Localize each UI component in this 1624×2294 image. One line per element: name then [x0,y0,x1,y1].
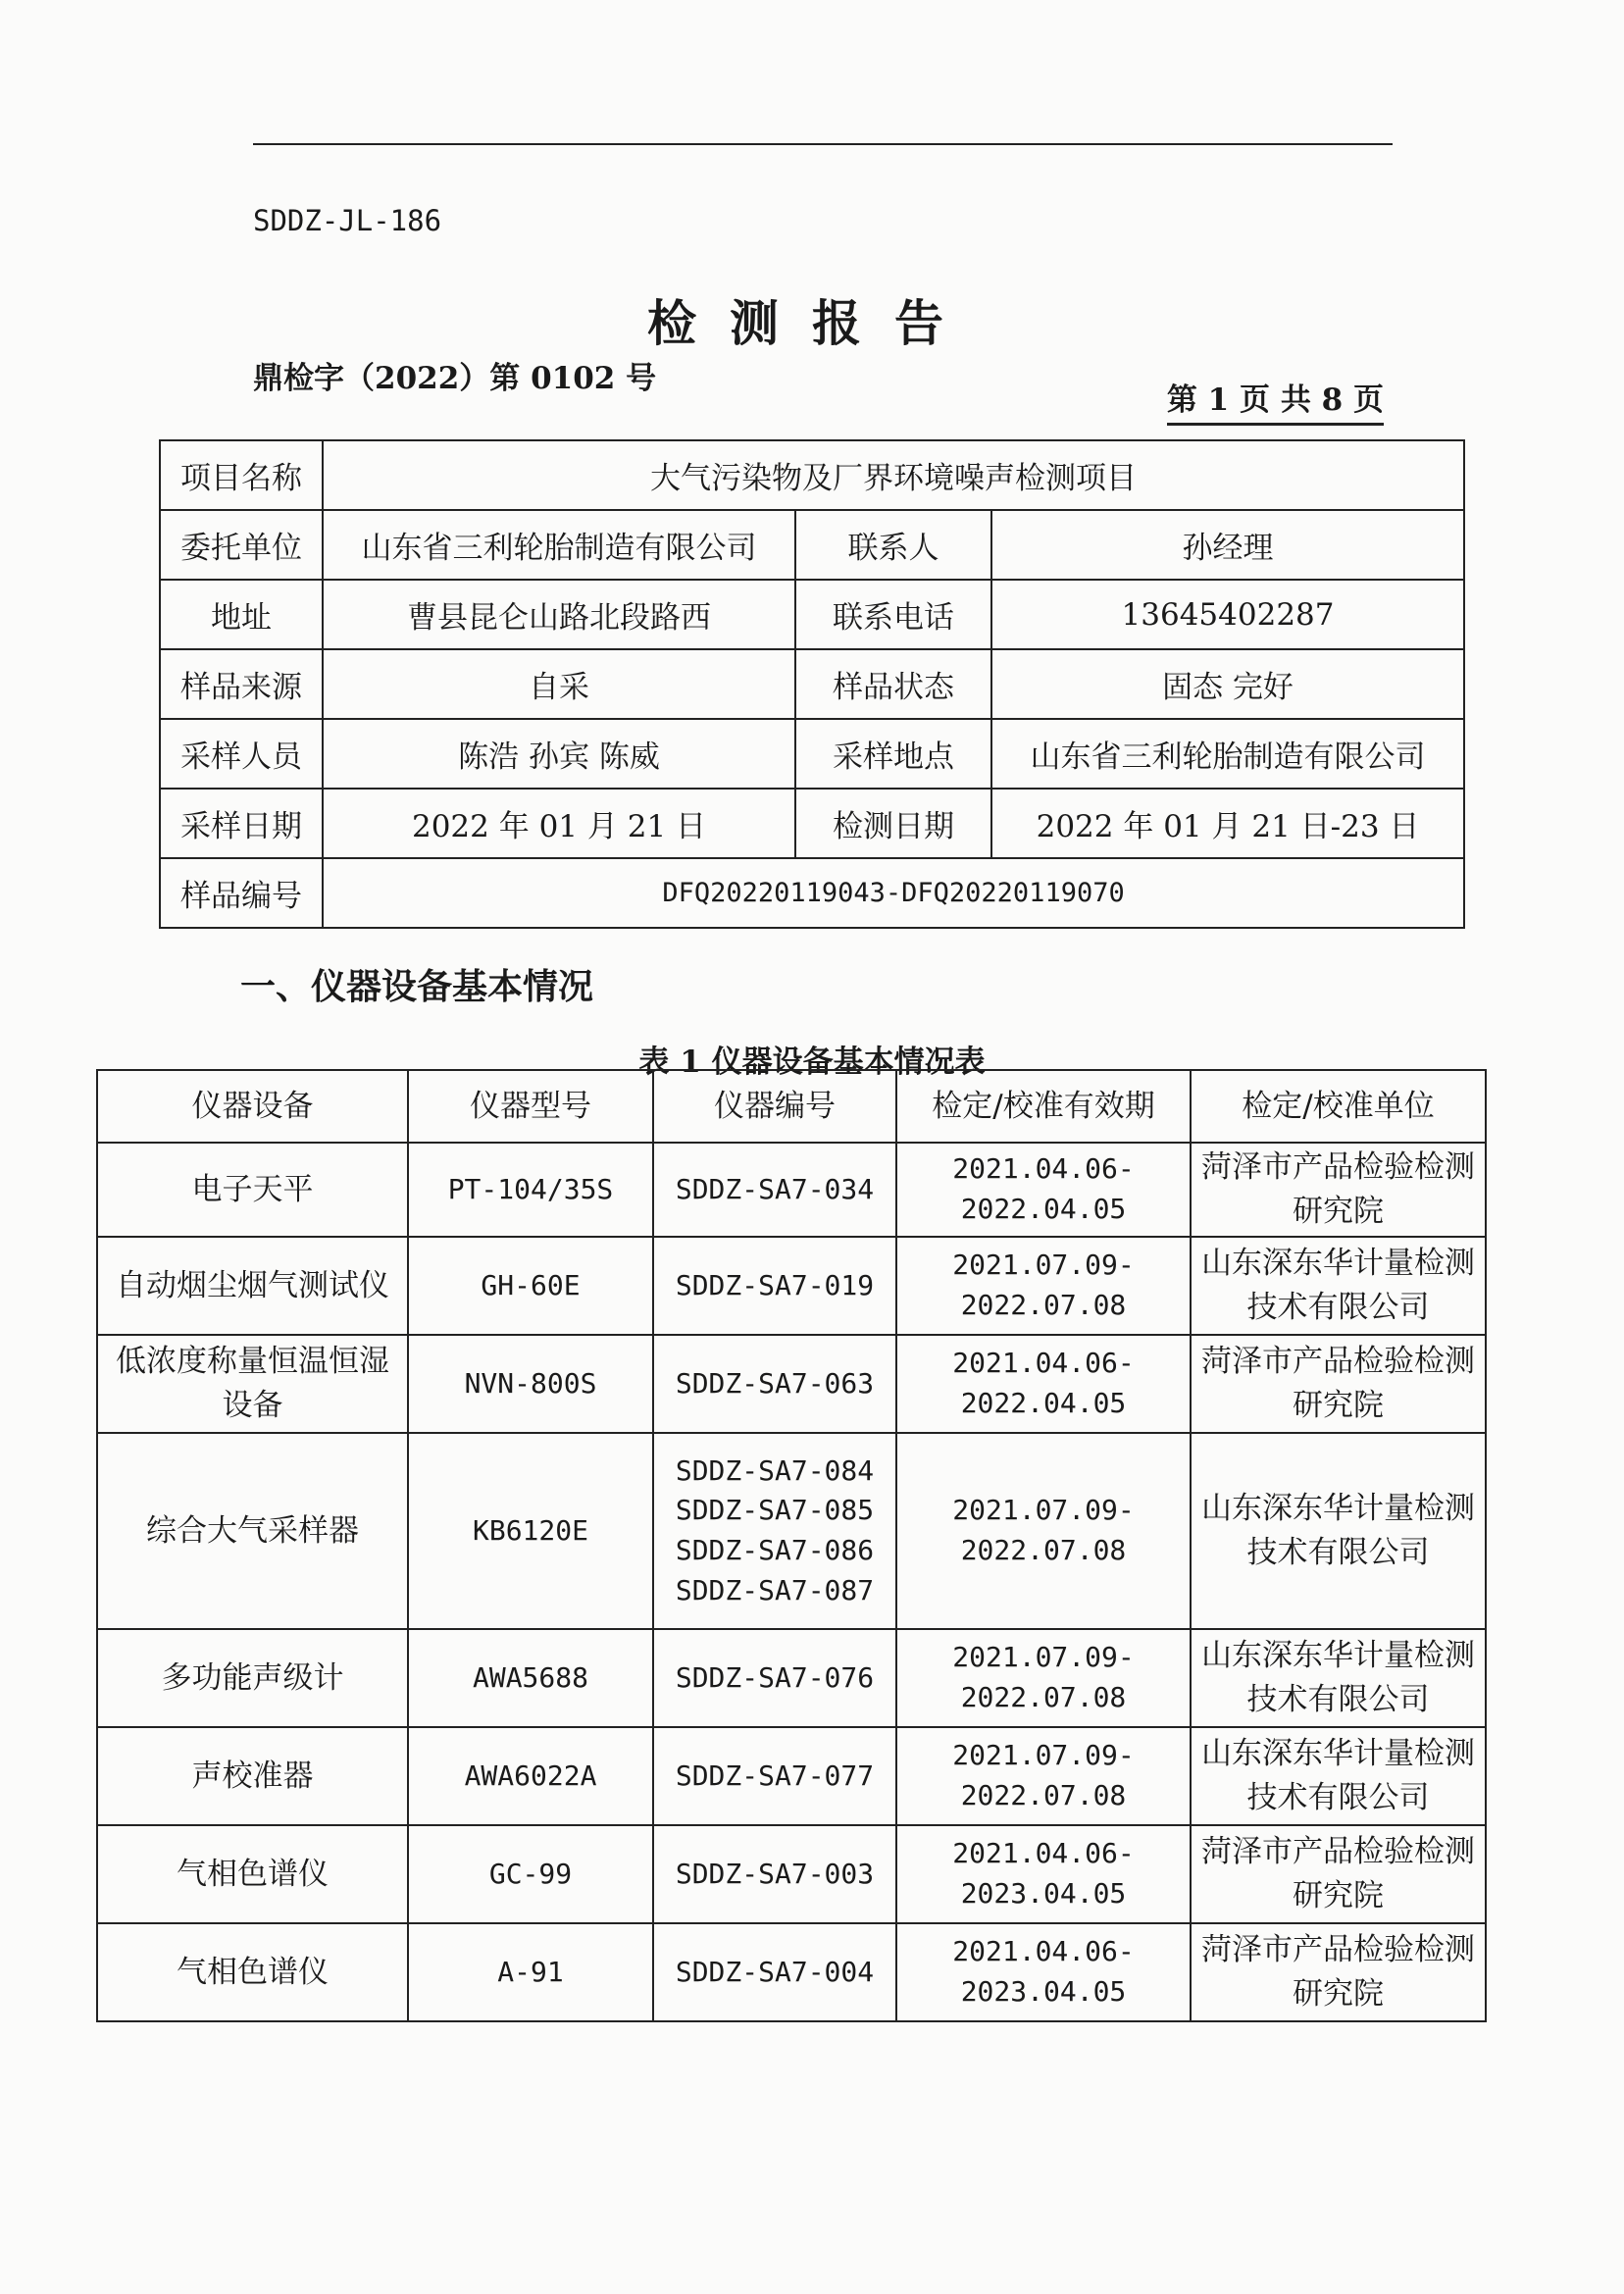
equipment-model: PT-104/35S [408,1143,653,1237]
sample-source: 自采 [323,649,795,719]
validity-period [896,1433,1191,1629]
valid-from: 2021.04.06- [952,1152,1135,1186]
validity-period [896,1629,1191,1727]
validity-period [896,1335,1191,1433]
header-cell: 检定/校准有效期 [896,1070,1191,1143]
header-cell: 仪器设备 [97,1070,408,1143]
table-row [160,719,1464,789]
table-row [97,1143,1486,1237]
equipment-table [96,1069,1487,2022]
equipment-id: SDDZ-SA7-034 [675,1172,875,1205]
validity-period [896,1923,1191,2021]
equipment-ids [653,1237,896,1335]
equipment-id: SDDZ-SA7-063 [675,1366,875,1400]
calibration-unit: 山东深东华计量检测技术有限公司 [1191,1433,1486,1629]
phone: 13645402287 [991,580,1464,649]
equipment-id: SDDZ-SA7-085 [675,1494,875,1527]
contact-label: 联系人 [795,510,991,580]
test-date-label: 检测日期 [795,789,991,858]
table-row [160,580,1464,649]
equipment-model: AWA5688 [408,1629,653,1727]
valid-to: 2022.07.08 [960,1289,1127,1321]
valid-to: 2023.04.05 [960,1975,1127,2008]
equipment-name: 气相色谱仪 [97,1923,408,2021]
sample-state-label: 样品状态 [795,649,991,719]
table-header-row [97,1070,1486,1143]
valid-to: 2022.07.08 [960,1534,1127,1566]
equipment-model: GC-99 [408,1825,653,1923]
calibration-unit: 菏泽市产品检验检测研究院 [1191,1923,1486,2021]
header-cell: 仪器型号 [408,1070,653,1143]
equipment-ids [653,1629,896,1727]
phone-label: 联系电话 [795,580,991,649]
equipment-id: SDDZ-SA7-086 [675,1534,875,1566]
calibration-unit: 山东深东华计量检测技术有限公司 [1191,1237,1486,1335]
equipment-name: 多功能声级计 [97,1629,408,1727]
validity-period [896,1143,1191,1237]
test-date: 2022 年 01 月 21 日-23 日 [991,789,1464,858]
valid-from: 2021.04.06- [952,1347,1135,1380]
client-label: 委托单位 [160,510,323,580]
table-row [160,440,1464,510]
sampling-date: 2022 年 01 月 21 日 [323,789,795,858]
project-name: 大气污染物及厂界环境噪声检测项目 [323,440,1464,510]
equipment-model: AWA6022A [408,1727,653,1825]
sample-source-label: 样品来源 [160,649,323,719]
equipment-ids [653,1923,896,2021]
equipment-id: SDDZ-SA7-087 [675,1573,875,1606]
info-table [159,439,1465,929]
sample-no-label: 样品编号 [160,858,323,928]
calibration-unit: 菏泽市产品检验检测研究院 [1191,1335,1486,1433]
table-row [160,510,1464,580]
validity-period [896,1237,1191,1335]
page-title: 检测报告 [647,294,977,352]
equipment-id: SDDZ-SA7-003 [675,1857,875,1890]
equipment-name: 低浓度称量恒温恒湿设备 [97,1335,408,1433]
equipment-name: 综合大气采样器 [97,1433,408,1629]
equipment-id: SDDZ-SA7-004 [675,1955,875,1988]
sampling-date-label: 采样日期 [160,789,323,858]
address-label: 地址 [160,580,323,649]
page-info: 第 1 页 共 8 页 [1167,375,1384,426]
valid-from: 2021.07.09- [952,1641,1135,1674]
equipment-ids [653,1143,896,1237]
contact: 孙经理 [991,510,1464,580]
equipment-model: GH-60E [408,1237,653,1335]
equipment-id: SDDZ-SA7-019 [675,1268,875,1301]
equipment-id: SDDZ-SA7-076 [675,1660,875,1694]
equipment-model: A-91 [408,1923,653,2021]
calibration-unit: 山东深东华计量检测技术有限公司 [1191,1629,1486,1727]
sampler-label: 采样人员 [160,719,323,789]
table-row [97,1629,1486,1727]
table-row [160,858,1464,928]
valid-to: 2022.07.08 [960,1779,1127,1811]
equipment-name: 电子天平 [97,1143,408,1237]
section-title: 一、仪器设备基本情况 [240,966,594,1007]
calibration-unit: 山东深东华计量检测技术有限公司 [1191,1727,1486,1825]
table-row [97,1237,1486,1335]
samplers: 陈浩 孙宾 陈威 [323,719,795,789]
equipment-name: 气相色谱仪 [97,1825,408,1923]
valid-from: 2021.04.06- [952,1837,1135,1870]
equipment-ids [653,1433,896,1629]
table-row [97,1433,1486,1629]
report-number: 鼎检字（2022）第 0102 号 [253,361,657,396]
equipment-id: SDDZ-SA7-077 [675,1759,875,1792]
valid-from: 2021.07.09- [952,1249,1135,1282]
sample-state: 固态 完好 [991,649,1464,719]
sampling-site: 山东省三利轮胎制造有限公司 [991,719,1464,789]
client: 山东省三利轮胎制造有限公司 [323,510,795,580]
equipment-ids [653,1335,896,1433]
valid-to: 2023.04.05 [960,1877,1127,1910]
valid-to: 2022.07.08 [960,1681,1127,1713]
sampling-site-label: 采样地点 [795,719,991,789]
table-row [160,789,1464,858]
valid-from: 2021.07.09- [952,1494,1135,1527]
table-row [160,649,1464,719]
valid-from: 2021.04.06- [952,1935,1135,1968]
project-name-label: 项目名称 [160,440,323,510]
validity-period [896,1825,1191,1923]
form-code: SDDZ-JL-186 [253,204,442,237]
equipment-id: SDDZ-SA7-084 [675,1453,875,1487]
table-row [97,1727,1486,1825]
equipment-name: 声校准器 [97,1727,408,1825]
address: 曹县昆仑山路北段路西 [323,580,795,649]
valid-to: 2022.04.05 [960,1387,1127,1419]
calibration-unit: 菏泽市产品检验检测研究院 [1191,1825,1486,1923]
valid-to: 2022.04.05 [960,1193,1127,1225]
header-cell: 检定/校准单位 [1191,1070,1486,1143]
header-cell: 仪器编号 [653,1070,896,1143]
table-row [97,1923,1486,2021]
equipment-ids [653,1727,896,1825]
header-rule [253,143,1393,145]
table-row [97,1335,1486,1433]
table-caption: 表 1 仪器设备基本情况表 [638,1045,986,1080]
valid-from: 2021.07.09- [952,1739,1135,1772]
validity-period [896,1727,1191,1825]
equipment-model: KB6120E [408,1433,653,1629]
table-row [97,1825,1486,1923]
calibration-unit: 菏泽市产品检验检测研究院 [1191,1143,1486,1237]
equipment-model: NVN-800S [408,1335,653,1433]
equipment-name: 自动烟尘烟气测试仪 [97,1237,408,1335]
equipment-ids [653,1825,896,1923]
sample-no: DFQ20220119043-DFQ20220119070 [323,858,1464,928]
